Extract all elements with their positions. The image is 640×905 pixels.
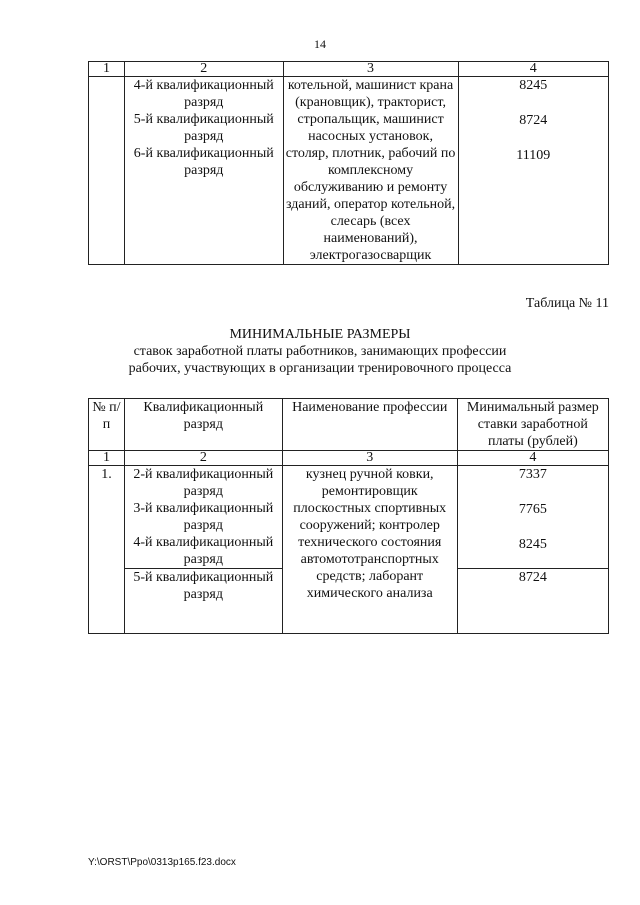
profession-cell: кузнец ручной ковки, ремонтировщик плоскостных спортивных сооружений; контролер технического состояния автомототранспортных средств; лаборант химического анализа bbox=[282, 466, 457, 634]
col-number: 1 bbox=[89, 62, 125, 77]
wage-value: 11109 bbox=[516, 148, 551, 163]
wage-value: 8724 bbox=[519, 113, 548, 128]
grade-label: 6-й квалификационный разряд bbox=[133, 146, 274, 178]
col-header-profession: Наименование профессии bbox=[282, 399, 457, 451]
column-numbers-row bbox=[89, 451, 609, 466]
col-header-wage: Минимальный размер ставки заработной платы (рублей) bbox=[457, 399, 608, 451]
table-header-row bbox=[89, 62, 609, 77]
wage-cell: 8724 bbox=[457, 569, 608, 634]
row-number-cell bbox=[89, 77, 125, 265]
grade-label: 5-й квалификационный разряд bbox=[133, 112, 274, 144]
wage-value: 8245 bbox=[518, 537, 547, 552]
row-number-cell: 1. bbox=[89, 466, 125, 634]
col-number: 2 bbox=[124, 451, 282, 466]
grade-label: 4-й квалификационный разряд bbox=[133, 78, 274, 110]
title-line: МИНИМАЛЬНЫЕ РАЗМЕРЫ bbox=[229, 327, 411, 342]
wage-table-11 bbox=[88, 398, 609, 634]
section-title bbox=[0, 326, 640, 377]
col-number: 3 bbox=[282, 451, 457, 466]
wage-cell bbox=[458, 77, 608, 265]
grade-label: 4-й квалификационный разряд bbox=[133, 535, 274, 567]
col-header-number: № п/п bbox=[89, 399, 125, 451]
col-number: 2 bbox=[125, 62, 284, 77]
col-number: 4 bbox=[458, 62, 608, 77]
wage-value: 7337 bbox=[518, 467, 547, 482]
wage-value: 8245 bbox=[519, 78, 548, 93]
col-header-grade: Квалификационный разряд bbox=[124, 399, 282, 451]
grade-label: 3-й квалификационный разряд bbox=[133, 501, 274, 533]
title-line: рабочих, участвующих в организации тренировочного процесса bbox=[128, 361, 512, 376]
wage-table-continuation bbox=[88, 61, 609, 265]
col-number: 3 bbox=[283, 62, 458, 77]
table-header-row bbox=[89, 399, 609, 451]
page-number: 14 bbox=[314, 37, 326, 51]
col-number: 1 bbox=[89, 451, 125, 466]
wage-value: 7765 bbox=[518, 502, 547, 517]
table-caption: Таблица № 11 bbox=[525, 296, 609, 311]
wage-cell bbox=[457, 466, 608, 569]
table-row bbox=[89, 77, 609, 265]
grade-label: 2-й квалификационный разряд bbox=[133, 467, 274, 499]
grade-cell bbox=[125, 77, 284, 265]
grade-cell bbox=[124, 466, 282, 569]
file-path-footer: Y:\ORST\Ppo\0313p165.f23.docx bbox=[88, 857, 236, 868]
table-row bbox=[89, 466, 609, 569]
grade-cell: 5-й квалификационный разряд bbox=[124, 569, 282, 634]
profession-cell: котельной, машинист крана (крановщик), тракторист, стропальщик, машинист насосных установок, столяр, плотник, рабочий по комплексному обслуживанию и ремонту зданий, оператор котельной, слесарь (всех наименований), электрогазосварщик bbox=[283, 77, 458, 265]
col-number: 4 bbox=[457, 451, 608, 466]
title-line: ставок заработной платы работников, занимающих профессии bbox=[133, 344, 507, 359]
